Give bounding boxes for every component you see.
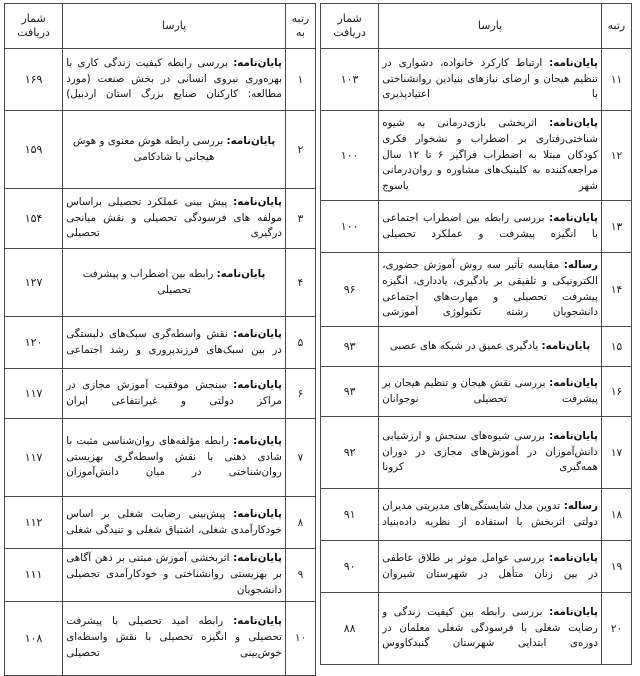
cell-title <box>379 489 602 541</box>
record-kind: پایان‌نامه: <box>216 267 266 280</box>
record-title: بررسی رابطه بین اضطراب اجتماعی با انگیزه پیشرفت و عملکرد تحصیلی <box>382 211 598 240</box>
parsa-table-left <box>320 3 632 665</box>
cell-count: ۱۵۴ <box>5 189 63 249</box>
record-kind: پایان‌نامه: <box>233 507 282 520</box>
record-title: رابطه مؤلفه‌های روان‌شناسی مثبت با شادی ذهنی با نقش واسطه‌گری بهزیستی روان‌شناختی در میان دانش‌آموزان <box>66 434 282 479</box>
cell-count: ۱۱۱ <box>5 549 63 602</box>
record-title: مقایسه تأثیر سه روش آموزش حضوری، الکترونیکی و تلفیقی بر یادگیری، یادداری، انگیزه پیشرفت تحصیلی و مهارت‌های اجتماعی دانشجویان رشته تکنولوژی آموزشی <box>382 258 598 319</box>
record-title: سنجش موفقیت آموزش مجازی در مراکز دولتی و غیرانتفاعی ایران <box>66 378 282 407</box>
record-kind: پایان‌نامه: <box>226 134 276 147</box>
record-kind: پایان‌نامه: <box>549 605 598 618</box>
cell-rank: ۱ <box>285 49 315 111</box>
record-kind: پایان‌نامه: <box>233 56 282 69</box>
cell-count: ۱۰۰ <box>321 201 379 253</box>
table-row <box>321 489 632 541</box>
record-title: بررسی رابطه کیفیت زندگی کاری با بهره‌وری نیروی انسانی در بخش صنعت (مورد مطالعه: کارکنان صنایع بزرگ استان اردبیل) <box>66 56 282 101</box>
cell-rank: ۱۹ <box>601 541 631 593</box>
table-row <box>321 593 632 665</box>
record-title: بررسی نقش هیجان و تنظیم هیجان بر پیشرفت تحصیلی نوجوانان <box>382 376 598 405</box>
record-title: اثربخشی بازی‌درمانی به شیوه شناختی‌رفتاری بر اضطراب و نشخوار فکری کودکان مبتلا به اضطراب فراگیر ۶ تا ۱۲ سال مراجعه‌کننده به کلینیک‌های مشاوره و روان‌درمانی شهر یاسوج <box>382 116 598 193</box>
record-title: پیش‌بینی رضایت شغلی بر اساس خودکارآمدی شغلی، اشتیاق شغلی و تنیدگی شغلی <box>66 507 282 536</box>
record-kind: پایان‌نامه: <box>549 56 598 69</box>
cell-count: ۱۱۲ <box>5 497 63 549</box>
cell-count: ۹۱ <box>321 489 379 541</box>
table-row <box>321 111 632 201</box>
table-row <box>5 497 316 549</box>
record-kind: رساله: <box>563 499 598 512</box>
record-kind: پایان‌نامه: <box>541 339 591 352</box>
cell-rank: ۶ <box>285 369 315 419</box>
cell-rank: ۱۴ <box>601 253 631 327</box>
record-kind: پایان‌نامه: <box>549 116 598 129</box>
cell-title <box>379 367 602 417</box>
table-body-right <box>5 49 316 676</box>
table-panel-left <box>320 3 632 650</box>
cell-count: ۹۶ <box>321 253 379 327</box>
record-title: بررسی رابطه بین کیفیت زندگی و رضایت شغلی با فرسودگی شغلی معلمان در دوره‌ی ابتدایی شهرستان گنبدکاووس <box>382 605 598 650</box>
cell-count: ۱۱۷ <box>5 419 63 497</box>
cell-title <box>379 111 602 201</box>
record-kind: پایان‌نامه: <box>233 378 282 391</box>
cell-count: ۹۰ <box>321 541 379 593</box>
cell-title <box>379 253 602 327</box>
cell-count: ۱۵۹ <box>5 111 63 189</box>
cell-count: ۱۶۹ <box>5 49 63 111</box>
cell-rank: ۵ <box>285 317 315 369</box>
header-count-line1: شمار <box>337 12 362 26</box>
cell-title <box>379 327 602 367</box>
cell-title <box>63 189 286 249</box>
cell-rank: ۱۷ <box>601 417 631 489</box>
table-row <box>5 189 316 249</box>
cell-rank: ۳ <box>285 189 315 249</box>
header-row <box>5 4 316 49</box>
record-kind: رساله: <box>563 258 598 271</box>
table-row <box>5 549 316 602</box>
cell-title <box>63 49 286 111</box>
cell-title <box>63 419 286 497</box>
table-row <box>5 601 316 675</box>
cell-title <box>63 249 286 317</box>
cell-count: ۱۰۳ <box>321 49 379 111</box>
table-row <box>321 253 632 327</box>
cell-rank: ۹ <box>285 549 315 602</box>
table-row <box>321 201 632 253</box>
record-kind: پایان‌نامه: <box>233 552 282 564</box>
table-panel-right <box>4 3 316 660</box>
record-kind: پایان‌نامه: <box>549 551 598 564</box>
record-title: بررسی رابطه هوش معنوی و هوش هیجانی با شادکامی <box>72 134 224 163</box>
table-row <box>5 249 316 317</box>
header-rank-line2: به <box>295 26 305 39</box>
cell-count: ۱۱۷ <box>5 369 63 419</box>
record-title: نقش واسطه‌گری سبک‌های دلبستگی در بین سبک‌های فرزندپروری و رشد اجتماعی <box>66 327 282 356</box>
cell-title <box>379 593 602 665</box>
cell-rank: ۷ <box>285 419 315 497</box>
record-kind: پایان‌نامه: <box>549 211 598 224</box>
table-row <box>5 111 316 189</box>
cell-title <box>63 549 286 602</box>
table-body-left <box>321 49 632 665</box>
record-kind: پایان‌نامه: <box>233 195 282 208</box>
cell-count: ۹۳ <box>321 367 379 417</box>
header-rank-line1: رتبه <box>291 12 310 26</box>
cell-title <box>379 49 602 111</box>
cell-rank: ۱۲ <box>601 111 631 201</box>
cell-rank: ۱۶ <box>601 367 631 417</box>
record-title: تدوین مدل شایستگی‌های مدیریتی مدیران دولتی اثربخش با استفاده از نظریه داده‌بنیاد <box>382 499 598 528</box>
table-row <box>321 417 632 489</box>
cell-count: ۱۲۷ <box>5 249 63 317</box>
cell-count: ۱۰۰ <box>321 111 379 201</box>
cell-title <box>379 541 602 593</box>
cell-rank: ۲۰ <box>601 593 631 665</box>
cell-rank: ۸ <box>285 497 315 549</box>
record-title: رابطه امید تحصیلی با پیشرفت تحصیلی و انگیزه تحصیلی با نقش واسطه‌ای خوش‌بینی تحصیلی <box>66 615 282 660</box>
cell-count: ۱۲۰ <box>5 317 63 369</box>
cell-title <box>63 601 286 675</box>
table-row <box>5 419 316 497</box>
cell-rank: ۴ <box>285 249 315 317</box>
cell-rank: ۱۸ <box>601 489 631 541</box>
table-row <box>321 541 632 593</box>
cell-title <box>63 369 286 419</box>
table-row <box>5 369 316 419</box>
record-kind: پایان‌نامه: <box>549 376 598 389</box>
cell-title <box>379 201 602 253</box>
column-header-rank: رتبه <box>601 4 631 49</box>
table-row <box>321 327 632 367</box>
cell-title <box>63 111 286 189</box>
panel-divider <box>316 3 320 632</box>
header-row <box>321 4 632 49</box>
record-title: بررسی شیوه‌های سنجش و ارزشیابی دانش‌آموزان در آموزش‌های مجازی در دوران همه‌گیری کرونا <box>382 429 598 474</box>
table-row <box>5 49 316 111</box>
record-title: رابطه بین اضطراب و پیشرفت تحصیلی <box>82 267 214 296</box>
cell-title <box>63 497 286 549</box>
record-title: ارتباط کارکرد خانواده، دشواری در تنظیم هیجان و ارضای نیازهای بنیادین روانشناختی با اعتیادپذیری <box>382 56 598 101</box>
header-count-line2: دریافت <box>17 26 50 39</box>
header-count-line2: دریافت <box>333 26 366 39</box>
cell-rank: ۱۱ <box>601 49 631 111</box>
cell-count: ۱۰۸ <box>5 601 63 675</box>
table-row <box>5 317 316 369</box>
record-title: پیش بینی عملکرد تحصیلی براساس مولفه های فرسودگی تحصیلی و نقش میانجی درگیری تحصیلی <box>66 195 282 240</box>
cell-rank: ۲ <box>285 111 315 189</box>
record-title: بررسی عوامل موثر بر طلاق عاطفی در بین زنان متأهل در شهرستان شیروان <box>382 551 598 580</box>
record-title: یادگیری عمیق در شبکه های عصبی <box>389 339 539 352</box>
column-header-title: پارسا <box>63 4 286 49</box>
cell-rank: ۱۰ <box>285 601 315 675</box>
table-header-left <box>321 4 632 49</box>
column-header-rank <box>285 4 315 49</box>
table-row <box>321 49 632 111</box>
record-title: اثربخشی آموزش مبتنی بر ذهن آگاهی بر بهزیستی روانشناختی و خودکارآمدی تحصیلی دانشجویان <box>66 552 282 596</box>
cell-count: ۸۸ <box>321 593 379 665</box>
column-header-count <box>321 4 379 49</box>
table-header-right <box>5 4 316 49</box>
record-kind: پایان‌نامه: <box>549 429 598 442</box>
column-header-count <box>5 4 63 49</box>
cell-title <box>63 317 286 369</box>
record-kind: پایان‌نامه: <box>233 615 282 628</box>
table-row <box>321 367 632 417</box>
record-kind: پایان‌نامه: <box>233 327 282 340</box>
cell-title <box>379 417 602 489</box>
cell-count: ۹۳ <box>321 327 379 367</box>
cell-count: ۹۲ <box>321 417 379 489</box>
record-kind: پایان‌نامه: <box>233 434 282 447</box>
cell-rank: ۱۵ <box>601 327 631 367</box>
cell-rank: ۱۳ <box>601 201 631 253</box>
header-count-line1: شمار <box>21 12 46 26</box>
column-header-title: پارسا <box>379 4 602 49</box>
parsa-table-right <box>4 3 316 676</box>
